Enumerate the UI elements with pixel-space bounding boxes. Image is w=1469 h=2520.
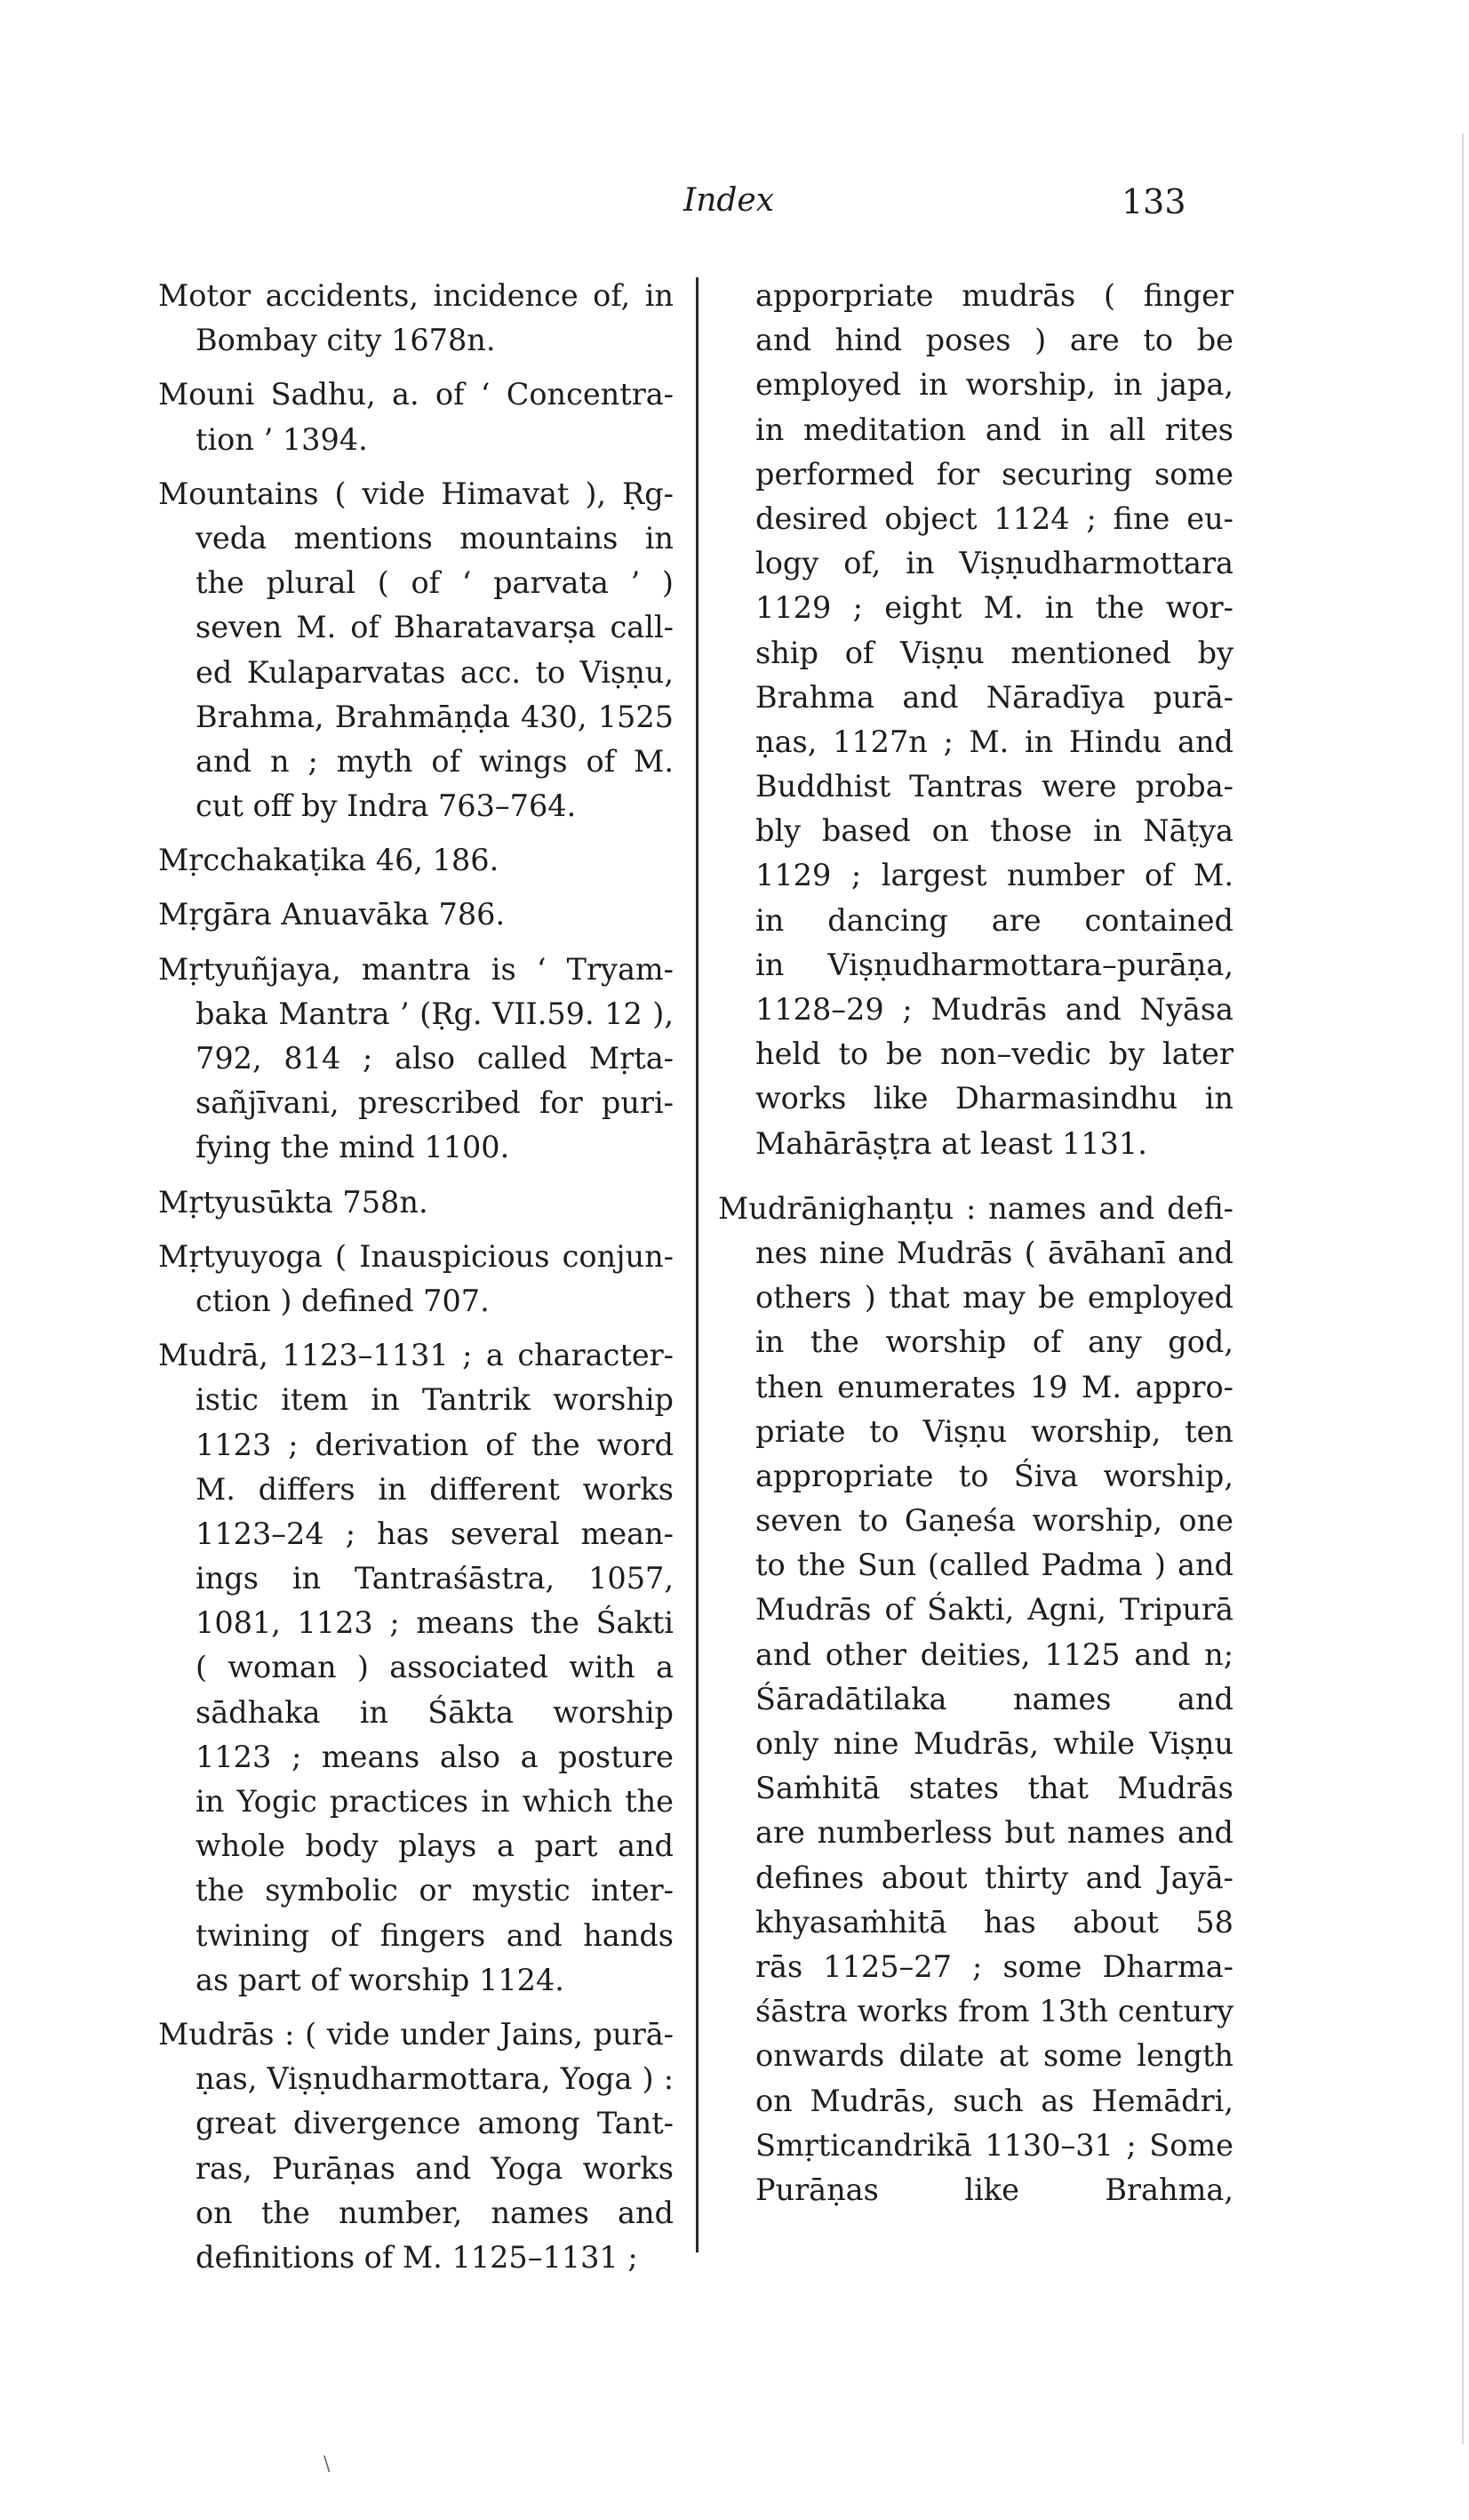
entry-line: bly based on those in Nāṭya xyxy=(755,813,1233,849)
entry-line: sañjīvani, prescribed for puri- xyxy=(196,1085,674,1121)
entry-line: Mudrās : ( vide under Jains, purā- xyxy=(158,2016,674,2052)
entry-line: Mṛtyuyoga ( Inauspicious conjun- xyxy=(158,1238,674,1274)
entry-line: rās 1125–27 ; some Dharma- xyxy=(755,1948,1233,1984)
index-entry xyxy=(158,838,674,883)
entry-line: ras, Purāṇas and Yoga works xyxy=(196,2150,674,2186)
entry-line: onwards dilate at some length xyxy=(755,2038,1233,2074)
entry-line: desired object 1124 ; fine eu- xyxy=(755,500,1233,536)
entry-line: Purāṇas like Brahma, xyxy=(755,2172,1233,2207)
entry-line: Buddhist Tantras were proba- xyxy=(755,769,1233,804)
entry-line: istic item in Tantrik worship xyxy=(196,1382,674,1418)
entry-line: cut off by Indra 763–764. xyxy=(196,788,577,824)
entry-line: priate to Viṣṇu worship, ten xyxy=(755,1413,1233,1449)
entry-line: on Mudrās, such as Hemādri, xyxy=(755,2083,1233,2118)
entry-line: ings in Tantraśāstra, 1057, xyxy=(196,1561,674,1596)
entry-line: Mouni Sadhu, a. of ‘ Concentra- xyxy=(158,377,674,412)
index-entry xyxy=(718,1187,1233,2212)
index-entry xyxy=(158,1235,674,1324)
entry-line: as part of worship 1124. xyxy=(196,1962,564,1997)
running-header-title: Index xyxy=(683,182,775,219)
entry-line: and hind poses ) are to be xyxy=(755,323,1233,358)
stray-mark: \ xyxy=(323,2453,331,2476)
entry-line: apporpriate mudrās ( finger xyxy=(755,278,1233,313)
entry-line: Mṛcchakaṭika 46, 186. xyxy=(158,843,499,878)
entry-line: logy of, in Viṣṇudharmottara xyxy=(755,546,1233,581)
right-column xyxy=(718,274,1233,2222)
column-divider xyxy=(696,277,699,2252)
entry-line: M. differs in different works xyxy=(196,1471,674,1507)
entry-line: śāstra works from 13th century xyxy=(755,1994,1233,2029)
entry-line: Mudrānighaṇṭu : names and defi- xyxy=(718,1190,1233,1226)
entry-line: 1128–29 ; Mudrās and Nyāsa xyxy=(755,992,1233,1027)
index-entry-continuation xyxy=(718,274,1233,1166)
entry-line: ( woman ) associated with a xyxy=(196,1650,674,1685)
entry-line: 1123 ; derivation of the word xyxy=(196,1427,674,1462)
entry-line: appropriate to Śiva worship, xyxy=(755,1458,1233,1493)
entry-line: fying the mind 1100. xyxy=(196,1130,510,1165)
entry-line: Mudrā, 1123–1131 ; a character- xyxy=(158,1338,674,1373)
entry-line: 1081, 1123 ; means the Śakti xyxy=(196,1605,674,1641)
entry-line: and other deities, 1125 and n; xyxy=(755,1636,1233,1672)
entry-line: baka Mantra ’ (Ṛg. VII.59. 12 ), xyxy=(196,996,674,1031)
entry-line: Mṛtyuñjaya, mantra is ‘ Tryam- xyxy=(158,951,674,987)
index-entry xyxy=(158,1180,674,1225)
entry-line: Bombay city 1678n. xyxy=(196,323,496,358)
index-entry xyxy=(158,2012,674,2280)
entry-line: defines about thirty and Jayā- xyxy=(755,1860,1233,1895)
left-column xyxy=(158,274,674,2290)
entry-line: and n ; myth of wings of M. xyxy=(196,743,674,779)
entry-line: Saṁhitā states that Mudrās xyxy=(755,1771,1233,1806)
entry-line: veda mentions mountains in xyxy=(196,520,674,556)
entry-line: tion ’ 1394. xyxy=(196,421,368,457)
entry-line: in meditation and in all rites xyxy=(755,412,1233,447)
entry-line: are numberless but names and xyxy=(755,1815,1233,1851)
entry-line: the plural ( of ‘ parvata ’ ) xyxy=(196,565,674,601)
entry-line: 1129 ; eight M. in the wor- xyxy=(755,590,1233,626)
entry-line: Mṛtyusūkta 758n. xyxy=(158,1184,428,1220)
index-entry xyxy=(158,948,674,1171)
entry-line: Brahma, Brahmāṇḍa 430, 1525 xyxy=(196,699,674,734)
index-entry xyxy=(158,892,674,937)
entry-line: Mṛgāra Anuavāka 786. xyxy=(158,897,506,932)
entry-line: khyasaṁhitā has about 58 xyxy=(755,1904,1233,1940)
index-entry xyxy=(158,472,674,829)
entry-line: on the number, names and xyxy=(196,2195,674,2230)
page-number: 133 xyxy=(1122,182,1186,221)
entry-line: only nine Mudrās, while Viṣṇu xyxy=(755,1726,1233,1761)
entry-line: 1123 ; means also a posture xyxy=(196,1739,674,1774)
entry-line: definitions of M. 1125–1131 ; xyxy=(196,2239,638,2275)
index-entry xyxy=(158,1333,674,2003)
entry-line: the symbolic or mystic inter- xyxy=(196,1873,674,1908)
entry-line: ṇas, 1127n ; M. in Hindu and xyxy=(755,724,1233,759)
entry-line: Mountains ( vide Himavat ), Ṛg- xyxy=(158,476,674,511)
index-entry xyxy=(158,372,674,461)
entry-line: Brahma and Nāradīya purā- xyxy=(755,679,1233,715)
entry-line: Motor accidents, incidence of, in xyxy=(158,278,674,313)
entry-line: twining of fingers and hands xyxy=(196,1917,674,1953)
entry-line: 1129 ; largest number of M. xyxy=(755,858,1233,893)
entry-line: works like Dharmasindhu in xyxy=(755,1081,1233,1116)
entry-line: performed for securing some xyxy=(755,456,1233,492)
entry-line: seven to Gaṇeśa worship, one xyxy=(755,1503,1233,1539)
entry-line: others ) that may be employed xyxy=(755,1280,1233,1316)
entry-line: great divergence among Tant- xyxy=(196,2106,674,2141)
entry-line: to the Sun (called Padma ) and xyxy=(755,1548,1233,1583)
index-entry xyxy=(158,274,674,363)
entry-line: in the worship of any god, xyxy=(755,1324,1233,1360)
entry-line: ṇas, Viṣṇudharmottara, Yoga ) : xyxy=(196,2061,674,2097)
entry-line: Mahārāṣṭra at least 1131. xyxy=(755,1125,1147,1161)
entry-line: in dancing are contained xyxy=(755,902,1233,938)
entry-line: 1123–24 ; has several mean- xyxy=(196,1516,674,1551)
entry-line: whole body plays a part and xyxy=(196,1828,674,1864)
entry-line: ed Kulaparvatas acc. to Viṣṇu, xyxy=(196,654,674,690)
entry-line: held to be non–vedic by later xyxy=(755,1036,1233,1072)
entry-line: nes nine Mudrās ( āvāhanī and xyxy=(755,1235,1233,1270)
page-edge-shadow xyxy=(1462,133,1464,2444)
entry-line: in Viṣṇudharmottara–purāṇa, xyxy=(755,947,1233,982)
entry-line: in Yogic practices in which the xyxy=(196,1784,674,1819)
entry-line: seven M. of Bharatavarṣa call- xyxy=(196,610,674,645)
entry-line: Mudrās of Śakti, Agni, Tripurā xyxy=(755,1592,1233,1628)
entry-line: employed in worship, in japa, xyxy=(755,367,1233,403)
entry-line: sādhaka in Śākta worship xyxy=(196,1694,674,1730)
entry-line: Smṛticandrikā 1130–31 ; Some xyxy=(755,2127,1233,2163)
entry-line: ship of Viṣṇu mentioned by xyxy=(755,635,1233,670)
entry-line: 792, 814 ; also called Mṛta- xyxy=(196,1041,674,1076)
entry-line: Śāradātilaka names and xyxy=(755,1681,1233,1716)
entry-line: ction ) defined 707. xyxy=(196,1283,490,1318)
entry-line: then enumerates 19 M. appro- xyxy=(755,1369,1233,1404)
